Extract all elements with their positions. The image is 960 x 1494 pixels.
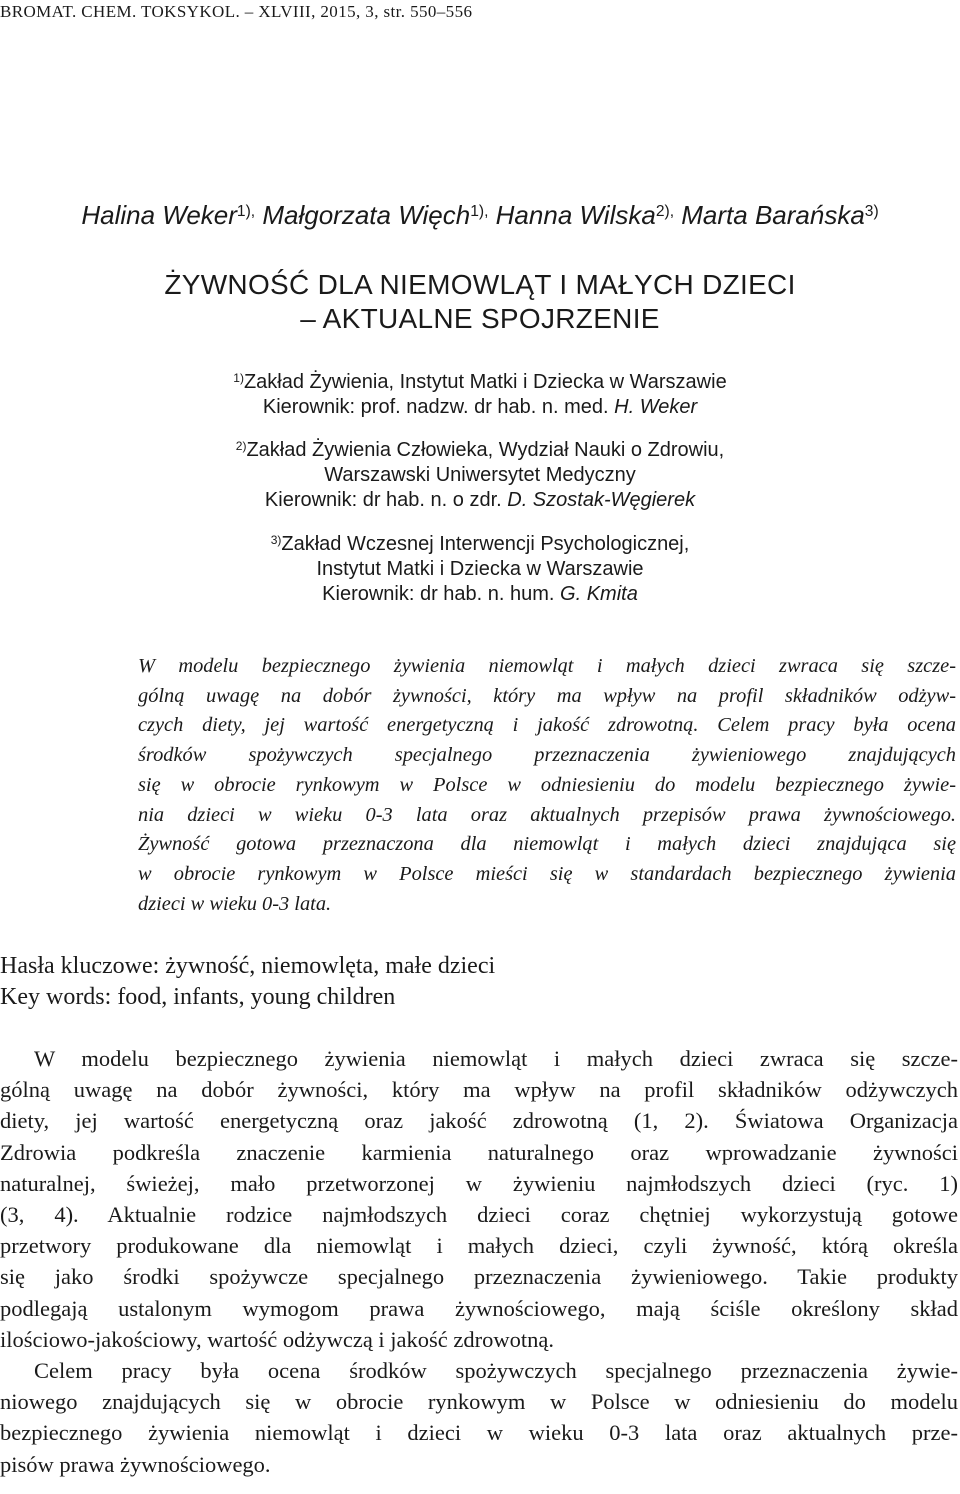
journal-header: BROMAT. CHEM. TOKSYKOL. – XLVIII, 2015, 3, str. 550–556 — [0, 2, 473, 21]
author-affiliation-mark: 3) — [864, 203, 879, 221]
body-line: przetwory produkowane dla niemowląt i małych dzieci, czyli żywność, którą określa — [0, 1233, 958, 1259]
abstract-line: czych diety, jej wartość energetyczną i jakość zdrowotną. Celem pracy była ocena — [138, 714, 956, 737]
affiliation-2 — [0, 438, 960, 513]
body-text — [0, 1043, 958, 1480]
body-line: niowego znajdujących się w obrocie rynkowym w Polsce w odniesieniu do modelu — [0, 1389, 958, 1415]
abstract-line: dzieci w wieku 0-3 lata. — [138, 892, 332, 915]
author-affiliation-mark: 1), — [236, 203, 256, 221]
affiliation-3 — [0, 532, 960, 607]
affiliation-head-prefix: Kierownik: dr hab. n. o zdr. — [264, 489, 508, 511]
affiliation-head-name: G. Kmita — [560, 583, 638, 605]
abstract-line: Żywność gotowa przeznaczona dla niemowląt i małych dzieci znajdująca się — [138, 833, 956, 856]
abstract-line: nia dzieci w wieku 0-3 lata oraz aktualnych przepisów prawa żywnościowego. — [138, 803, 956, 826]
author-name: Małgorzata Więch — [262, 200, 471, 230]
affiliation-head-name: D. Szostak-Węgierek — [507, 489, 696, 511]
author-name: Hanna Wilska — [495, 200, 656, 230]
affiliation-1 — [0, 370, 960, 420]
affiliation-head-name: H. Weker — [614, 396, 698, 418]
body-line: (3, 4). Aktualnie rodzice najmłodszych dzieci coraz chętniej wykorzystują gotowe — [0, 1202, 958, 1228]
body-line: ilościowo-jakościowy, wartość odżywczą i jakość zdrowotną. — [0, 1326, 554, 1352]
abstract-line: się w obrocie rynkowym w Polsce w odniesieniu do modelu bezpiecznego żywie- — [138, 773, 956, 796]
body-line: diety, jej wartość energetyczną oraz jakość zdrowotną (1, 2). Światowa Organizacja — [0, 1108, 958, 1134]
keywords — [0, 951, 495, 1013]
author-list — [0, 200, 960, 231]
affiliation-line: Instytut Matki i Dziecka w Warszawie — [316, 558, 644, 580]
title-line: – AKTUALNE SPOJRZENIE — [300, 303, 660, 334]
paper-title — [0, 268, 960, 336]
body-line: gólną uwagę na dobór żywności, który ma wpływ na profil składników odżywczych — [0, 1077, 958, 1103]
abstract-line: środków spożywczych specjalnego przeznaczenia żywieniowego znajdujących — [138, 744, 956, 767]
abstract — [138, 652, 956, 919]
affiliation-mark: 3) — [270, 533, 282, 547]
affiliation-head-prefix: Kierownik: dr hab. n. hum. — [322, 583, 561, 605]
affiliation-head-prefix: Kierownik: prof. nadzw. dr hab. n. med. — [262, 396, 615, 418]
body-line: W modelu bezpiecznego żywienia niemowląt i małych dzieci zwraca się szcze- — [34, 1046, 958, 1071]
keywords-pl: Hasła kluczowe: żywność, niemowlęta, małe dzieci — [0, 953, 496, 979]
keywords-en: Key words: food, infants, young children — [0, 984, 396, 1010]
body-line: podlegają ustalonym wymogom prawa żywnościowego, mają ściśle określony skład — [0, 1295, 958, 1321]
affiliation-mark: 1) — [233, 371, 244, 385]
author-name: Marta Barańska — [681, 200, 865, 230]
body-line: naturalnej, świeżej, mało przetworzonej w żywieniu najmłodszych dzieci (ryc. 1) — [0, 1170, 958, 1196]
body-line: bezpiecznego żywienia niemowląt i dzieci w wieku 0-3 lata oraz aktualnych prze- — [0, 1420, 958, 1446]
author-name: Halina Weker — [81, 200, 237, 230]
affiliation-mark: 2) — [235, 439, 247, 453]
author-affiliation-mark: 2), — [655, 203, 675, 221]
affiliation-line: Zakład Wczesnej Interwencji Psychologicznej, — [281, 533, 690, 555]
body-line: Celem pracy była ocena środków spożywczych specjalnego przeznaczenia żywie- — [34, 1358, 958, 1384]
abstract-line: W modelu bezpiecznego żywienia niemowląt i małych dzieci zwraca się szcze- — [138, 655, 956, 677]
affiliation-line: Warszawski Uniwersytet Medyczny — [324, 464, 636, 486]
author-affiliation-mark: 1), — [470, 203, 489, 221]
body-line: się jako środki spożywcze specjalnego przeznaczenia żywieniowego. Takie produkty — [0, 1264, 958, 1290]
affiliation-line: Zakład Żywienia Człowieka, Wydział Nauki o Zdrowiu, — [246, 439, 725, 461]
affiliation-line: Zakład Żywienia, Instytut Matki i Dziecka w Warszawie — [243, 371, 727, 393]
title-line: ŻYWNOŚĆ DLA NIEMOWLĄT I MAŁYCH DZIECI — [164, 269, 796, 300]
body-line: pisów prawa żywnościowego. — [0, 1451, 271, 1477]
abstract-line: w obrocie rynkowym w Polsce mieści się w standardach bezpiecznego żywienia — [138, 862, 956, 885]
abstract-line: gólną uwagę na dobór żywności, który ma wpływ na profil składników odżyw- — [138, 684, 956, 707]
body-line: Zdrowia podkreśla znaczenie karmienia naturalnego oraz wprowadzanie żywności — [0, 1139, 958, 1165]
